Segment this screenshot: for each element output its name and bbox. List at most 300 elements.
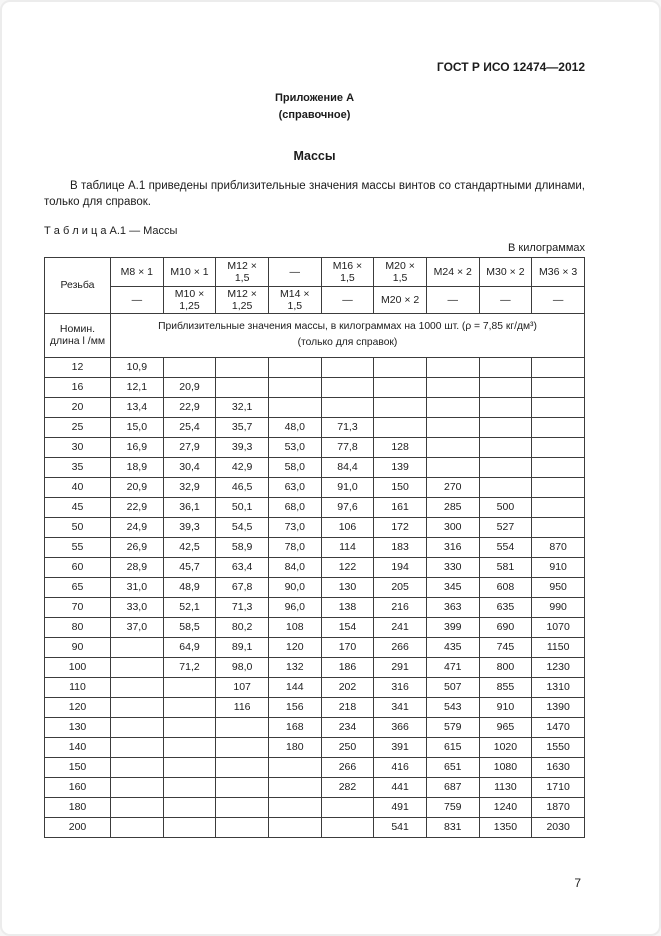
mass-value-cell <box>479 437 532 457</box>
thread-header-cell: Резьба <box>45 257 111 313</box>
mass-value-cell: 63,4 <box>216 557 269 577</box>
mass-value-cell: 1710 <box>532 777 585 797</box>
mass-value-cell: 52,1 <box>163 597 216 617</box>
units-note: В килограммах <box>508 241 585 254</box>
mass-value-cell: 250 <box>321 737 374 757</box>
thread-size-header: М36 × 3 <box>532 257 585 286</box>
mass-value-cell <box>216 737 269 757</box>
length-cell: 80 <box>45 617 111 637</box>
mass-value-cell <box>479 477 532 497</box>
table-row <box>45 697 585 717</box>
mass-value-cell: 608 <box>479 577 532 597</box>
mass-value-cell: 24,9 <box>111 517 164 537</box>
length-cell: 25 <box>45 417 111 437</box>
mass-value-cell: 122 <box>321 557 374 577</box>
mass-value-cell: 399 <box>426 617 479 637</box>
mass-value-cell <box>268 817 321 837</box>
mass-value-cell <box>479 357 532 377</box>
mass-value-cell: 330 <box>426 557 479 577</box>
mass-value-cell: 950 <box>532 577 585 597</box>
mass-value-cell <box>426 437 479 457</box>
mass-value-cell <box>163 677 216 697</box>
mass-value-cell: 1230 <box>532 657 585 677</box>
table-header-row-3 <box>45 313 585 357</box>
mass-value-cell <box>268 797 321 817</box>
mass-value-cell: 108 <box>268 617 321 637</box>
mass-value-cell: 39,3 <box>163 517 216 537</box>
mass-value-cell <box>374 417 427 437</box>
mass-value-cell: 435 <box>426 637 479 657</box>
mass-value-cell <box>532 477 585 497</box>
mass-value-cell <box>268 357 321 377</box>
mass-value-cell: 128 <box>374 437 427 457</box>
mass-value-cell: 241 <box>374 617 427 637</box>
mass-value-cell: 441 <box>374 777 427 797</box>
thread-size-header: — <box>321 286 374 313</box>
mass-value-cell: 80,2 <box>216 617 269 637</box>
thread-size-header: М10 × 1,25 <box>163 286 216 313</box>
mass-table-body <box>45 357 585 837</box>
mass-value-cell: 120 <box>268 637 321 657</box>
mass-value-cell: 234 <box>321 717 374 737</box>
mass-value-cell: 16,9 <box>111 437 164 457</box>
mass-value-cell <box>321 817 374 837</box>
mass-value-cell <box>216 357 269 377</box>
mass-value-cell <box>111 777 164 797</box>
table-row <box>45 357 585 377</box>
mass-value-cell <box>479 417 532 437</box>
mass-value-cell <box>426 417 479 437</box>
mass-value-cell <box>268 397 321 417</box>
mass-value-cell: 144 <box>268 677 321 697</box>
mass-value-cell: 58,9 <box>216 537 269 557</box>
length-cell: 140 <box>45 737 111 757</box>
mass-value-cell: 507 <box>426 677 479 697</box>
mass-value-cell <box>111 677 164 697</box>
table-row <box>45 657 585 677</box>
thread-size-header: М24 × 2 <box>426 257 479 286</box>
page-number: 7 <box>574 876 581 890</box>
mass-value-cell: 1630 <box>532 757 585 777</box>
mass-value-cell: 71,3 <box>216 597 269 617</box>
mass-value-cell <box>532 417 585 437</box>
mass-value-cell: 116 <box>216 697 269 717</box>
mass-value-cell <box>321 357 374 377</box>
mass-value-cell: 266 <box>374 637 427 657</box>
mass-value-cell: 45,7 <box>163 557 216 577</box>
table-row <box>45 377 585 397</box>
mass-value-cell <box>163 757 216 777</box>
mass-value-cell: 32,9 <box>163 477 216 497</box>
mass-value-cell <box>111 737 164 757</box>
mass-value-cell: 138 <box>321 597 374 617</box>
length-header-cell <box>45 313 111 357</box>
mass-value-cell: 910 <box>532 557 585 577</box>
mass-value-cell: 855 <box>479 677 532 697</box>
mass-note-line: (только для справок) <box>297 337 398 349</box>
mass-value-cell <box>321 797 374 817</box>
mass-value-cell: 132 <box>268 657 321 677</box>
mass-value-cell: 25,4 <box>163 417 216 437</box>
length-cell: 60 <box>45 557 111 577</box>
table-row <box>45 537 585 557</box>
table-header-row-1 <box>45 257 585 286</box>
thread-size-header: М16 × 1,5 <box>321 257 374 286</box>
mass-value-cell: 154 <box>321 617 374 637</box>
length-cell: 40 <box>45 477 111 497</box>
table-row <box>45 437 585 457</box>
mass-value-cell: 870 <box>532 537 585 557</box>
mass-value-cell <box>532 397 585 417</box>
mass-value-cell <box>163 737 216 757</box>
mass-value-cell: 965 <box>479 717 532 737</box>
mass-value-cell: 130 <box>321 577 374 597</box>
mass-value-cell: 172 <box>374 517 427 537</box>
mass-value-cell: 71,2 <box>163 657 216 677</box>
mass-value-cell: 53,0 <box>268 437 321 457</box>
mass-value-cell: 541 <box>374 817 427 837</box>
mass-value-cell: 1470 <box>532 717 585 737</box>
mass-value-cell: 89,1 <box>216 637 269 657</box>
table-caption: Т а б л и ц а А.1 — Массы <box>44 224 178 237</box>
mass-value-cell: 186 <box>321 657 374 677</box>
table-header-row-2 <box>45 286 585 313</box>
mass-value-cell: 73,0 <box>268 517 321 537</box>
section-title: Массы <box>293 149 336 163</box>
thread-size-header: М30 × 2 <box>479 257 532 286</box>
mass-value-cell: 180 <box>268 737 321 757</box>
thread-size-header: М8 × 1 <box>111 257 164 286</box>
mass-value-cell: 20,9 <box>111 477 164 497</box>
mass-value-cell: 20,9 <box>163 377 216 397</box>
document-code: ГОСТ Р ИСО 12474—2012 <box>436 60 585 74</box>
mass-value-cell <box>532 457 585 477</box>
mass-value-cell <box>111 717 164 737</box>
mass-value-cell: 90,0 <box>268 577 321 597</box>
mass-value-cell <box>163 697 216 717</box>
mass-value-cell: 635 <box>479 597 532 617</box>
mass-value-cell: 22,9 <box>163 397 216 417</box>
length-cell: 16 <box>45 377 111 397</box>
thread-size-header: — <box>479 286 532 313</box>
mass-value-cell: 98,0 <box>216 657 269 677</box>
mass-value-cell: 170 <box>321 637 374 657</box>
mass-value-cell <box>111 637 164 657</box>
thread-size-header: — <box>532 286 585 313</box>
mass-value-cell: 1130 <box>479 777 532 797</box>
mass-value-cell: 33,0 <box>111 597 164 617</box>
thread-size-header: М10 × 1 <box>163 257 216 286</box>
mass-table <box>44 257 585 838</box>
mass-value-cell: 581 <box>479 557 532 577</box>
mass-value-cell: 285 <box>426 497 479 517</box>
mass-value-cell: 579 <box>426 717 479 737</box>
mass-value-cell <box>111 797 164 817</box>
mass-value-cell: 26,9 <box>111 537 164 557</box>
mass-value-cell: 168 <box>268 717 321 737</box>
length-header-line: длина l /мм <box>49 335 106 348</box>
mass-value-cell: 205 <box>374 577 427 597</box>
mass-value-cell <box>426 457 479 477</box>
mass-value-cell: 161 <box>374 497 427 517</box>
mass-value-cell: 63,0 <box>268 477 321 497</box>
mass-value-cell: 651 <box>426 757 479 777</box>
intro-paragraph: В таблице А.1 приведены приблизительные значения массы винтов со стандартными длинами, только для справок. <box>44 180 585 208</box>
mass-value-cell: 32,1 <box>216 397 269 417</box>
length-cell: 45 <box>45 497 111 517</box>
table-row <box>45 817 585 837</box>
table-row <box>45 597 585 617</box>
mass-value-cell: 36,1 <box>163 497 216 517</box>
mass-value-cell <box>111 657 164 677</box>
mass-value-cell <box>111 757 164 777</box>
table-row <box>45 577 585 597</box>
mass-value-cell: 910 <box>479 697 532 717</box>
table-row <box>45 677 585 697</box>
mass-value-cell <box>268 757 321 777</box>
mass-value-cell: 527 <box>479 517 532 537</box>
mass-value-cell: 183 <box>374 537 427 557</box>
table-row <box>45 637 585 657</box>
thread-size-header: — <box>268 257 321 286</box>
mass-value-cell: 39,3 <box>216 437 269 457</box>
mass-value-cell <box>532 517 585 537</box>
mass-value-cell: 554 <box>479 537 532 557</box>
mass-value-cell <box>216 797 269 817</box>
mass-value-cell: 990 <box>532 597 585 617</box>
length-cell: 90 <box>45 637 111 657</box>
mass-value-cell: 1550 <box>532 737 585 757</box>
table-row <box>45 757 585 777</box>
mass-value-cell <box>532 437 585 457</box>
mass-value-cell: 1080 <box>479 757 532 777</box>
mass-value-cell: 30,4 <box>163 457 216 477</box>
mass-value-cell: 202 <box>321 677 374 697</box>
mass-value-cell: 91,0 <box>321 477 374 497</box>
mass-value-cell: 1070 <box>532 617 585 637</box>
mass-value-cell: 58,0 <box>268 457 321 477</box>
mass-value-cell: 300 <box>426 517 479 537</box>
mass-value-cell <box>216 817 269 837</box>
mass-value-cell <box>268 777 321 797</box>
mass-value-cell <box>111 697 164 717</box>
mass-value-cell: 1310 <box>532 677 585 697</box>
mass-value-cell: 491 <box>374 797 427 817</box>
mass-value-cell: 28,9 <box>111 557 164 577</box>
length-cell: 50 <box>45 517 111 537</box>
mass-value-cell: 71,3 <box>321 417 374 437</box>
mass-value-cell: 1150 <box>532 637 585 657</box>
table-row <box>45 457 585 477</box>
mass-value-cell: 22,9 <box>111 497 164 517</box>
table-row <box>45 797 585 817</box>
mass-note-line: Приблизительные значения массы, в килограммах на 1000 шт. (ρ = 7,85 кг/дм³) <box>158 321 537 333</box>
table-row <box>45 497 585 517</box>
mass-value-cell <box>479 377 532 397</box>
mass-value-cell: 156 <box>268 697 321 717</box>
mass-value-cell: 96,0 <box>268 597 321 617</box>
mass-value-cell <box>374 377 427 397</box>
mass-value-cell: 15,0 <box>111 417 164 437</box>
mass-value-cell: 831 <box>426 817 479 837</box>
mass-value-cell: 345 <box>426 577 479 597</box>
mass-value-cell <box>321 377 374 397</box>
thread-size-header: М14 × 1,5 <box>268 286 321 313</box>
mass-value-cell: 58,5 <box>163 617 216 637</box>
thread-size-header: М12 × 1,25 <box>216 286 269 313</box>
mass-value-cell: 759 <box>426 797 479 817</box>
mass-value-cell <box>163 717 216 737</box>
mass-value-cell: 46,5 <box>216 477 269 497</box>
length-header-line: Номин. <box>59 323 96 336</box>
mass-value-cell: 78,0 <box>268 537 321 557</box>
mass-value-cell: 48,0 <box>268 417 321 437</box>
mass-value-cell: 2030 <box>532 817 585 837</box>
mass-value-cell: 54,5 <box>216 517 269 537</box>
length-cell: 65 <box>45 577 111 597</box>
mass-value-cell <box>216 377 269 397</box>
mass-value-cell <box>268 377 321 397</box>
mass-value-cell: 366 <box>374 717 427 737</box>
mass-value-cell: 687 <box>426 777 479 797</box>
mass-value-cell: 37,0 <box>111 617 164 637</box>
mass-value-cell: 416 <box>374 757 427 777</box>
mass-value-cell: 316 <box>374 677 427 697</box>
mass-value-cell <box>111 817 164 837</box>
mass-value-cell: 84,0 <box>268 557 321 577</box>
mass-value-cell <box>532 377 585 397</box>
mass-value-cell: 800 <box>479 657 532 677</box>
mass-value-cell <box>374 397 427 417</box>
length-cell: 35 <box>45 457 111 477</box>
mass-value-cell: 68,0 <box>268 497 321 517</box>
mass-value-cell <box>216 777 269 797</box>
length-cell: 160 <box>45 777 111 797</box>
mass-value-cell: 1350 <box>479 817 532 837</box>
table-row <box>45 557 585 577</box>
mass-value-cell: 13,4 <box>111 397 164 417</box>
mass-value-cell: 84,4 <box>321 457 374 477</box>
mass-value-cell: 42,5 <box>163 537 216 557</box>
mass-value-cell <box>532 357 585 377</box>
mass-value-cell: 291 <box>374 657 427 677</box>
length-cell: 12 <box>45 357 111 377</box>
mass-table-head <box>45 257 585 357</box>
mass-value-cell: 35,7 <box>216 417 269 437</box>
mass-value-cell <box>216 717 269 737</box>
mass-value-cell: 471 <box>426 657 479 677</box>
mass-value-cell: 139 <box>374 457 427 477</box>
mass-value-cell <box>479 397 532 417</box>
mass-value-cell: 266 <box>321 757 374 777</box>
mass-value-cell: 543 <box>426 697 479 717</box>
table-row <box>45 617 585 637</box>
mass-value-cell: 391 <box>374 737 427 757</box>
appendix-subtitle: (справочное) <box>278 108 351 121</box>
mass-value-cell: 67,8 <box>216 577 269 597</box>
mass-value-cell: 1240 <box>479 797 532 817</box>
mass-value-cell: 97,6 <box>321 497 374 517</box>
mass-value-cell: 18,9 <box>111 457 164 477</box>
length-cell: 100 <box>45 657 111 677</box>
mass-value-cell <box>163 797 216 817</box>
mass-value-cell: 150 <box>374 477 427 497</box>
thread-size-header: М12 × 1,5 <box>216 257 269 286</box>
mass-value-cell: 500 <box>479 497 532 517</box>
mass-value-cell: 12,1 <box>111 377 164 397</box>
length-cell: 120 <box>45 697 111 717</box>
length-cell: 110 <box>45 677 111 697</box>
table-row <box>45 397 585 417</box>
mass-value-cell: 77,8 <box>321 437 374 457</box>
mass-value-cell: 1870 <box>532 797 585 817</box>
table-row <box>45 717 585 737</box>
mass-value-cell: 1020 <box>479 737 532 757</box>
table-row <box>45 477 585 497</box>
mass-value-cell <box>479 457 532 477</box>
mass-value-cell: 42,9 <box>216 457 269 477</box>
length-cell: 150 <box>45 757 111 777</box>
mass-value-cell <box>163 817 216 837</box>
mass-value-cell: 31,0 <box>111 577 164 597</box>
length-cell: 130 <box>45 717 111 737</box>
mass-value-cell: 218 <box>321 697 374 717</box>
mass-value-cell: 1390 <box>532 697 585 717</box>
mass-value-cell: 745 <box>479 637 532 657</box>
mass-value-cell: 316 <box>426 537 479 557</box>
mass-value-cell: 270 <box>426 477 479 497</box>
length-cell: 20 <box>45 397 111 417</box>
table-row <box>45 417 585 437</box>
mass-value-cell: 50,1 <box>216 497 269 517</box>
table-row <box>45 517 585 537</box>
thread-size-header: — <box>426 286 479 313</box>
mass-value-cell <box>426 397 479 417</box>
table-row <box>45 777 585 797</box>
mass-value-cell: 106 <box>321 517 374 537</box>
page-content <box>44 2 585 838</box>
mass-value-cell <box>426 357 479 377</box>
appendix-block <box>44 90 585 123</box>
mass-value-cell <box>163 357 216 377</box>
mass-value-cell <box>321 397 374 417</box>
mass-value-cell: 114 <box>321 537 374 557</box>
length-cell: 30 <box>45 437 111 457</box>
thread-size-header: — <box>111 286 164 313</box>
mass-value-cell: 615 <box>426 737 479 757</box>
thread-size-header: М20 × 2 <box>374 286 427 313</box>
thread-size-header: М20 × 1,5 <box>374 257 427 286</box>
mass-value-cell: 282 <box>321 777 374 797</box>
appendix-title: Приложение А <box>274 92 355 104</box>
length-cell: 200 <box>45 817 111 837</box>
mass-value-cell <box>216 757 269 777</box>
mass-value-cell: 48,9 <box>163 577 216 597</box>
mass-value-cell: 107 <box>216 677 269 697</box>
mass-value-cell: 194 <box>374 557 427 577</box>
table-row <box>45 737 585 757</box>
mass-value-cell <box>163 777 216 797</box>
length-cell: 180 <box>45 797 111 817</box>
mass-value-cell: 64,9 <box>163 637 216 657</box>
mass-value-cell: 27,9 <box>163 437 216 457</box>
mass-value-cell: 216 <box>374 597 427 617</box>
mass-value-cell: 341 <box>374 697 427 717</box>
length-cell: 70 <box>45 597 111 617</box>
mass-value-cell <box>374 357 427 377</box>
length-cell: 55 <box>45 537 111 557</box>
mass-value-cell: 690 <box>479 617 532 637</box>
